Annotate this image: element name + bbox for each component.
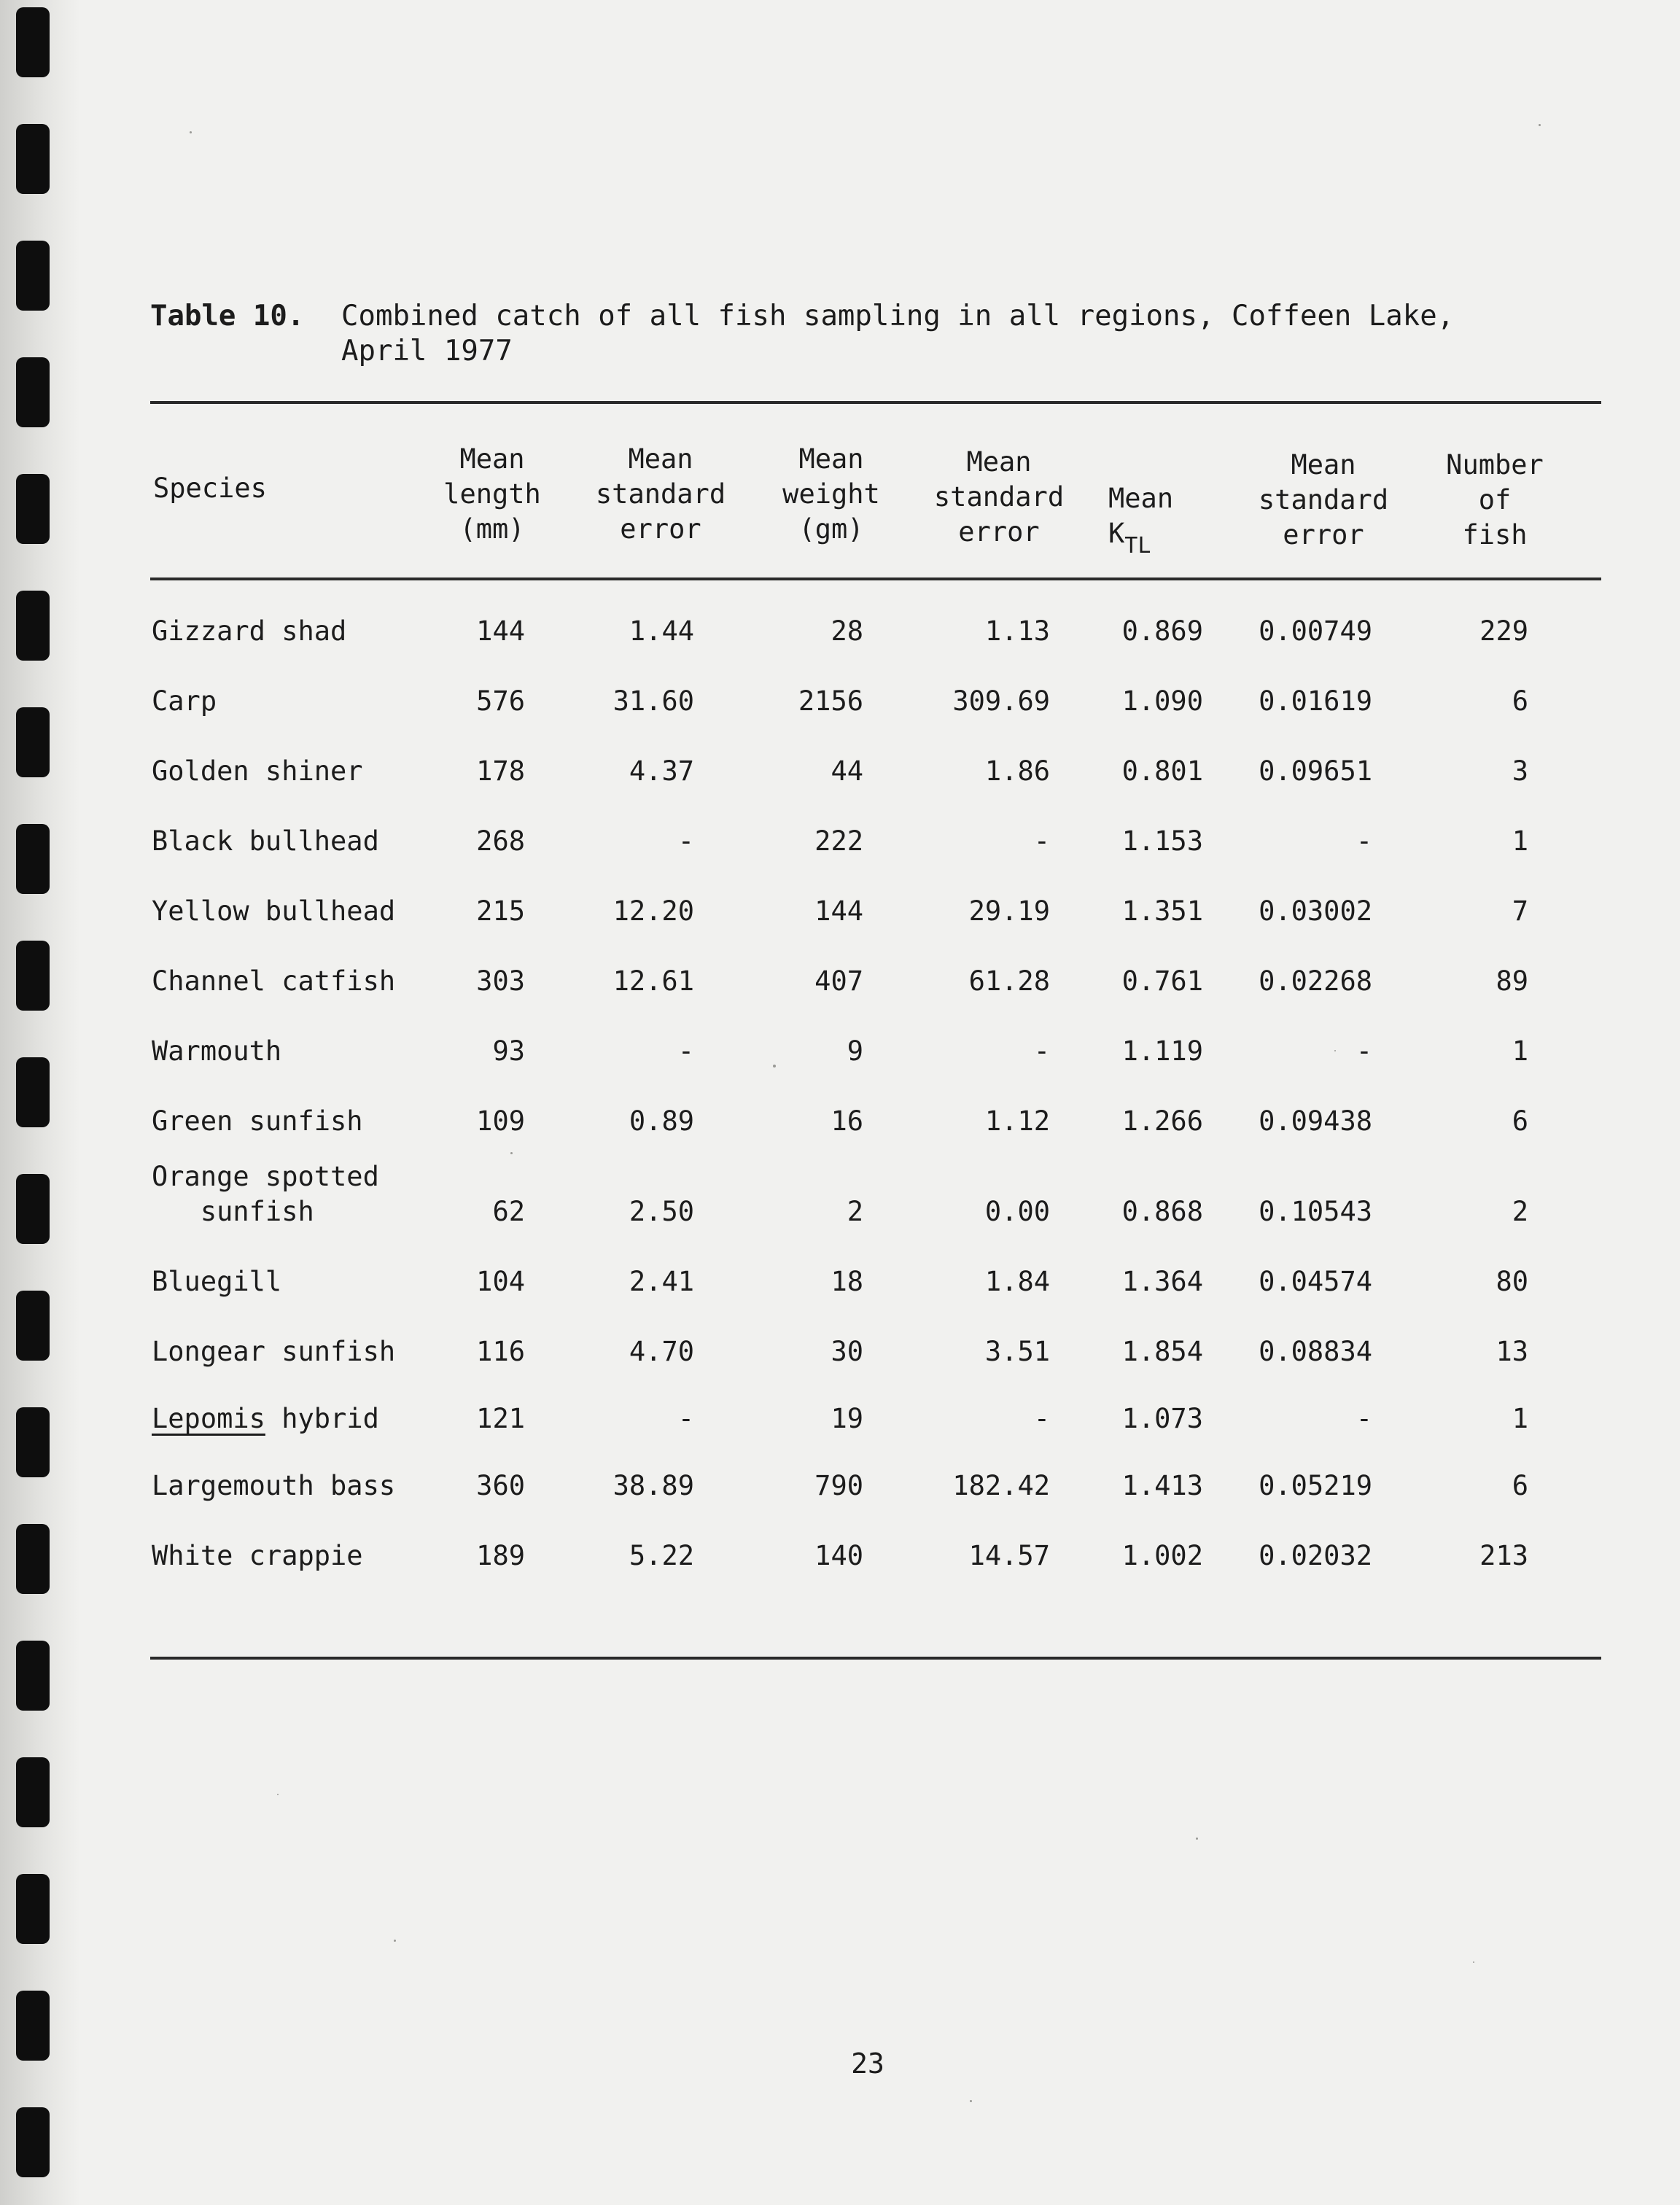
binder-hole <box>16 1874 50 1944</box>
top-rule <box>150 401 1601 404</box>
scan-speck <box>970 2100 972 2102</box>
cell-ktl: 1.002 <box>1121 1540 1203 1571</box>
cell-ktl-se: 0.02032 <box>1259 1540 1372 1571</box>
cell-length: 215 <box>476 895 525 927</box>
cell-species: Carp <box>152 685 217 717</box>
cell-weight: 18 <box>831 1266 863 1297</box>
cell-length: 576 <box>476 685 525 717</box>
cell-species: Largemouth bass <box>152 1470 396 1501</box>
binder-hole <box>16 1407 50 1477</box>
cell-length-se: 4.37 <box>629 755 694 787</box>
cell-n: 7 <box>1512 895 1528 927</box>
header-mean-ktl <box>1108 481 1210 564</box>
cell-weight-se: 309.69 <box>952 685 1050 717</box>
cell-ktl-se: 0.05219 <box>1259 1470 1372 1501</box>
binder-hole <box>16 707 50 777</box>
cell-n: 2 <box>1512 1196 1528 1227</box>
cell-length-se: 12.61 <box>612 965 694 997</box>
cell-weight: 2 <box>847 1196 863 1227</box>
binder-hole <box>16 357 50 427</box>
cell-weight-se: 1.84 <box>984 1266 1050 1297</box>
cell-ktl-se: - <box>1356 1035 1372 1067</box>
scan-speck <box>190 131 192 133</box>
cell-weight-se: - <box>1033 1035 1050 1067</box>
cell-n: 6 <box>1512 685 1528 717</box>
table-title: Combined catch of all fish sampling in all regions, Coffeen Lake, April 1977 <box>341 300 1455 368</box>
header-ktl-sub: TL <box>1124 533 1151 559</box>
cell-weight: 16 <box>831 1105 863 1137</box>
cell-ktl: 1.073 <box>1121 1403 1203 1434</box>
cell-length-se: - <box>677 825 694 857</box>
header-ktl-base: Mean K <box>1108 483 1174 549</box>
header-number-of-fish: Number of fish <box>1446 449 1544 551</box>
cell-n: 80 <box>1496 1266 1528 1297</box>
cell-weight: 140 <box>814 1540 863 1571</box>
cell-length-se: - <box>677 1403 694 1434</box>
cell-length: 178 <box>476 755 525 787</box>
cell-species: Black bullhead <box>152 825 379 857</box>
cell-ktl: 1.119 <box>1121 1035 1203 1067</box>
cell-length: 268 <box>476 825 525 857</box>
cell-weight: 19 <box>831 1403 863 1434</box>
binder-hole <box>16 941 50 1011</box>
cell-weight: 407 <box>814 965 863 997</box>
binder-hole <box>16 1524 50 1594</box>
binder-hole <box>16 7 50 77</box>
page-number: 23 <box>851 2048 884 2080</box>
cell-ktl: 1.364 <box>1121 1266 1203 1297</box>
cell-n: 213 <box>1479 1540 1528 1571</box>
cell-weight: 28 <box>831 615 863 647</box>
cell-ktl: 0.761 <box>1121 965 1203 997</box>
binder-hole <box>16 2107 50 2177</box>
cell-species: Channel catfish <box>152 965 396 997</box>
cell-species: Bluegill <box>152 1266 282 1297</box>
cell-length: 121 <box>476 1403 525 1434</box>
header-mean-length: Mean length (mm) <box>443 443 541 545</box>
cell-weight-se: 3.51 <box>984 1336 1050 1367</box>
cell-ktl: 0.869 <box>1121 615 1203 647</box>
cell-weight-se: 61.28 <box>968 965 1050 997</box>
cell-species-genus: Lepomis <box>152 1403 265 1434</box>
cell-length-se: 4.70 <box>629 1336 694 1367</box>
binder-hole-strip <box>0 0 80 2205</box>
cell-length: 360 <box>476 1470 525 1501</box>
header-species: Species <box>153 472 267 504</box>
cell-weight-se: - <box>1033 825 1050 857</box>
binder-hole <box>16 1291 50 1361</box>
cell-weight: 44 <box>831 755 863 787</box>
scan-speck <box>277 1794 279 1795</box>
cell-weight-se: 1.12 <box>984 1105 1050 1137</box>
cell-weight-se: 1.13 <box>984 615 1050 647</box>
cell-length-se: 31.60 <box>612 685 694 717</box>
cell-ktl-se: 0.08834 <box>1259 1336 1372 1367</box>
cell-ktl-se: 0.09651 <box>1259 755 1372 787</box>
cell-length-se: 38.89 <box>612 1470 694 1501</box>
binder-hole <box>16 241 50 311</box>
cell-weight-se: - <box>1033 1403 1050 1434</box>
scan-speck <box>1334 1050 1336 1051</box>
cell-ktl-se: 0.02268 <box>1259 965 1372 997</box>
cell-ktl-se: 0.04574 <box>1259 1266 1372 1297</box>
binder-hole <box>16 824 50 894</box>
cell-ktl: 1.090 <box>1121 685 1203 717</box>
scan-speck <box>510 1152 513 1154</box>
cell-ktl-se: - <box>1356 825 1372 857</box>
cell-length-se: 5.22 <box>629 1540 694 1571</box>
cell-n: 1 <box>1512 825 1528 857</box>
cell-length: 104 <box>476 1266 525 1297</box>
cell-length-se: - <box>677 1035 694 1067</box>
cell-length: 303 <box>476 965 525 997</box>
cell-ktl: 0.868 <box>1121 1196 1203 1227</box>
cell-length-se: 2.50 <box>629 1196 694 1227</box>
cell-species: Yellow bullhead <box>152 895 396 927</box>
scan-speck <box>1196 1838 1198 1840</box>
cell-ktl: 1.351 <box>1121 895 1203 927</box>
cell-length-se: 0.89 <box>629 1105 694 1137</box>
binder-hole <box>16 591 50 661</box>
cell-length: 62 <box>492 1196 525 1227</box>
binder-hole <box>16 474 50 544</box>
cell-length: 93 <box>492 1035 525 1067</box>
cell-length-se: 1.44 <box>629 615 694 647</box>
cell-ktl: 1.854 <box>1121 1336 1203 1367</box>
cell-weight: 9 <box>847 1035 863 1067</box>
cell-ktl-se: 0.03002 <box>1259 895 1372 927</box>
cell-species: Green sunfish <box>152 1105 363 1137</box>
cell-n: 6 <box>1512 1470 1528 1501</box>
cell-length-se: 12.20 <box>612 895 694 927</box>
header-weight-se: Mean standard error <box>933 446 1065 548</box>
cell-weight: 2156 <box>798 685 863 717</box>
cell-ktl-se: 0.01619 <box>1259 685 1372 717</box>
cell-species <box>152 1401 379 1436</box>
cell-length: 189 <box>476 1540 525 1571</box>
scan-speck <box>394 1940 396 1942</box>
cell-n: 3 <box>1512 755 1528 787</box>
binder-hole <box>16 1174 50 1244</box>
cell-weight-se: 29.19 <box>968 895 1050 927</box>
cell-ktl-se: 0.10543 <box>1259 1196 1372 1227</box>
table-label: Table 10. <box>150 300 305 332</box>
binder-hole <box>16 1641 50 1711</box>
scan-speck <box>1473 1961 1474 1963</box>
binder-hole <box>16 1057 50 1127</box>
cell-species: Longear sunfish <box>152 1336 396 1367</box>
cell-length: 109 <box>476 1105 525 1137</box>
cell-ktl: 1.413 <box>1121 1470 1203 1501</box>
cell-ktl-se: - <box>1356 1403 1372 1434</box>
cell-weight: 144 <box>814 895 863 927</box>
cell-n: 13 <box>1496 1336 1528 1367</box>
cell-length-se: 2.41 <box>629 1266 694 1297</box>
binder-hole <box>16 124 50 194</box>
scan-speck <box>1539 124 1541 126</box>
cell-ktl: 0.801 <box>1121 755 1203 787</box>
cell-ktl-se: 0.00749 <box>1259 615 1372 647</box>
header-rule <box>150 578 1601 580</box>
cell-species: Golden shiner <box>152 755 363 787</box>
cell-species: Orange spotted sunfish <box>152 1161 379 1227</box>
scan-speck <box>773 1065 776 1068</box>
cell-n: 229 <box>1479 615 1528 647</box>
binder-hole <box>16 1757 50 1827</box>
cell-weight-se: 1.86 <box>984 755 1050 787</box>
cell-species: White crappie <box>152 1540 363 1571</box>
cell-weight: 790 <box>814 1470 863 1501</box>
cell-weight: 30 <box>831 1336 863 1367</box>
cell-weight-se: 182.42 <box>952 1470 1050 1501</box>
bottom-rule <box>150 1657 1601 1660</box>
cell-n: 1 <box>1512 1035 1528 1067</box>
binder-hole <box>16 1991 50 2061</box>
cell-n: 1 <box>1512 1403 1528 1434</box>
cell-n: 89 <box>1496 965 1528 997</box>
cell-species: Gizzard shad <box>152 615 347 647</box>
cell-species-rest: hybrid <box>265 1403 379 1434</box>
header-mean-weight: Mean weight (gm) <box>782 443 880 545</box>
cell-ktl: 1.153 <box>1121 825 1203 857</box>
cell-weight-se: 0.00 <box>984 1196 1050 1227</box>
cell-n: 6 <box>1512 1105 1528 1137</box>
cell-weight-se: 14.57 <box>968 1540 1050 1571</box>
cell-length: 144 <box>476 615 525 647</box>
cell-length: 116 <box>476 1336 525 1367</box>
header-ktl-se: Mean standard error <box>1258 449 1389 551</box>
cell-ktl: 1.266 <box>1121 1105 1203 1137</box>
cell-ktl-se: 0.09438 <box>1259 1105 1372 1137</box>
cell-species: Warmouth <box>152 1035 282 1067</box>
header-length-se: Mean standard error <box>595 443 726 545</box>
cell-weight: 222 <box>814 825 863 857</box>
